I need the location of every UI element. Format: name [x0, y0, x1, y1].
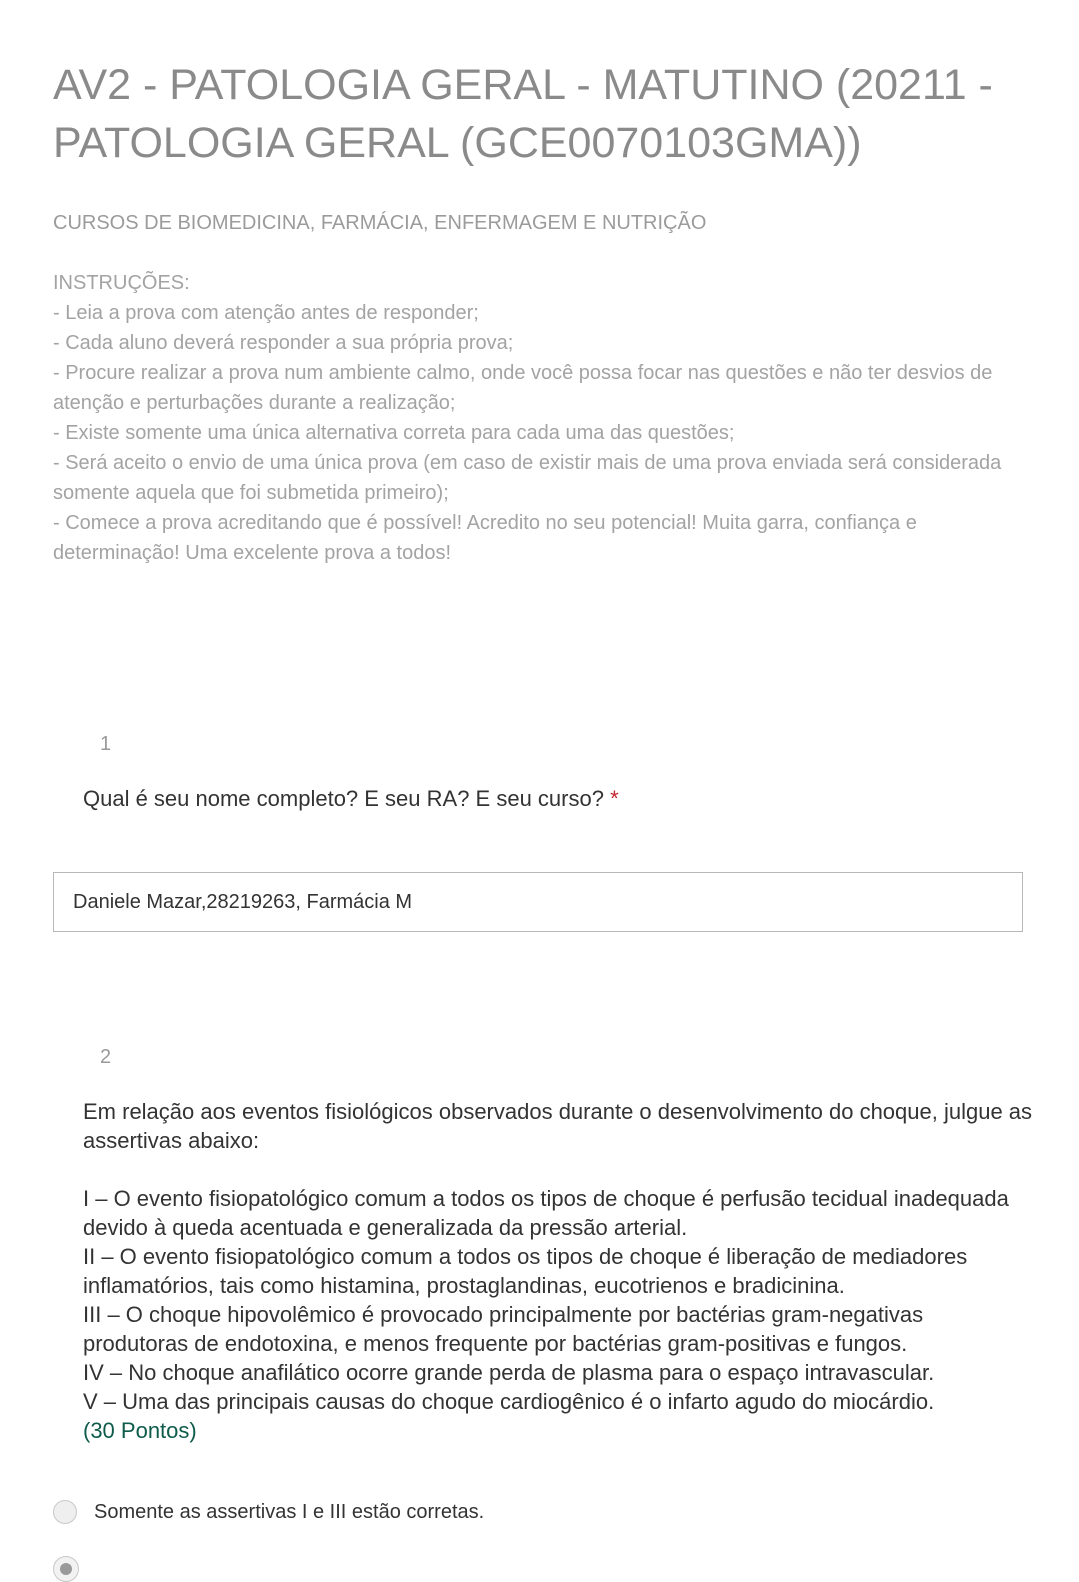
instruction-item: - Existe somente uma única alternativa correta para cada uma das questões; — [53, 422, 735, 444]
question-1-number: 1 — [100, 733, 112, 755]
form-header — [53, 56, 1043, 568]
form-subtitle: CURSOS DE BIOMEDICINA, FARMÁCIA, ENFERMAGEM E NUTRIÇÃO — [53, 212, 707, 234]
form-title-line-2: PATOLOGIA GERAL (GCE0070103GMA)) — [53, 119, 862, 167]
question-2-number: 2 — [100, 1046, 112, 1068]
question-2-points: (30 Pontos) — [83, 1418, 197, 1443]
question-2-intro: Em relação aos eventos fisiológicos observados durante o desenvolvimento do choque, julgue as assertivas abaixo: — [83, 1099, 1033, 1153]
instruction-item: - Procure realizar a prova num ambiente calmo, onde você possa focar nas questões e não ter desvios de atenção e perturbações durante a realização; — [53, 362, 993, 414]
radio-button[interactable] — [53, 1500, 77, 1524]
assertion-item: III – O choque hipovolêmico é provocado principalmente por bactérias gram-negativas produtoras de endotoxina, e menos frequente por bactérias gram-positivas e fungos. — [83, 1302, 924, 1356]
question-2-option[interactable] — [53, 1500, 484, 1524]
option-label: Somente as assertivas I e III estão corretas. — [94, 1500, 485, 1523]
question-1-answer-input[interactable] — [53, 872, 1023, 932]
assertion-item: II – O evento fisiopatológico comum a todos os tipos de choque é liberação de mediadores inflamatórios, tais como histamina, prostaglandinas, eucotrienos e bradicinina. — [83, 1244, 968, 1298]
question-1-text: Qual é seu nome completo? E seu RA? E seu curso? — [83, 786, 604, 811]
instructions — [53, 268, 1043, 568]
radio-button-selected[interactable] — [53, 1556, 79, 1582]
assertion-item: V – Uma das principais causas do choque cardiogênico é o infarto agudo do miocárdio. — [83, 1389, 935, 1414]
form-title-line-1: AV2 - PATOLOGIA GERAL - MATUTINO (20211 - — [53, 61, 993, 109]
form-title — [53, 56, 1043, 172]
question-1-title — [83, 784, 1033, 813]
assertion-item: IV – No choque anafilático ocorre grande perda de plasma para o espaço intravascular. — [83, 1360, 935, 1385]
instruction-item: - Será aceito o envio de uma única prova (em caso de existir mais de uma prova enviada será considerada somente aquela que foi submetida primeiro); — [53, 452, 1002, 504]
instruction-item: - Comece a prova acreditando que é possível! Acredito no seu potencial! Muita garra, confiança e determinação! Uma excelente prova a todos! — [53, 512, 917, 564]
required-marker: * — [610, 786, 619, 811]
question-2-body — [83, 1097, 1033, 1445]
instruction-item: - Cada aluno deverá responder a sua própria prova; — [53, 332, 514, 354]
instruction-item: - Leia a prova com atenção antes de responder; — [53, 302, 479, 324]
instructions-heading: INSTRUÇÕES: — [53, 272, 190, 294]
assertion-item: I – O evento fisiopatológico comum a todos os tipos de choque é perfusão tecidual inadequada devido à queda acentuada e generalizada da pressão arterial. — [83, 1186, 1009, 1240]
